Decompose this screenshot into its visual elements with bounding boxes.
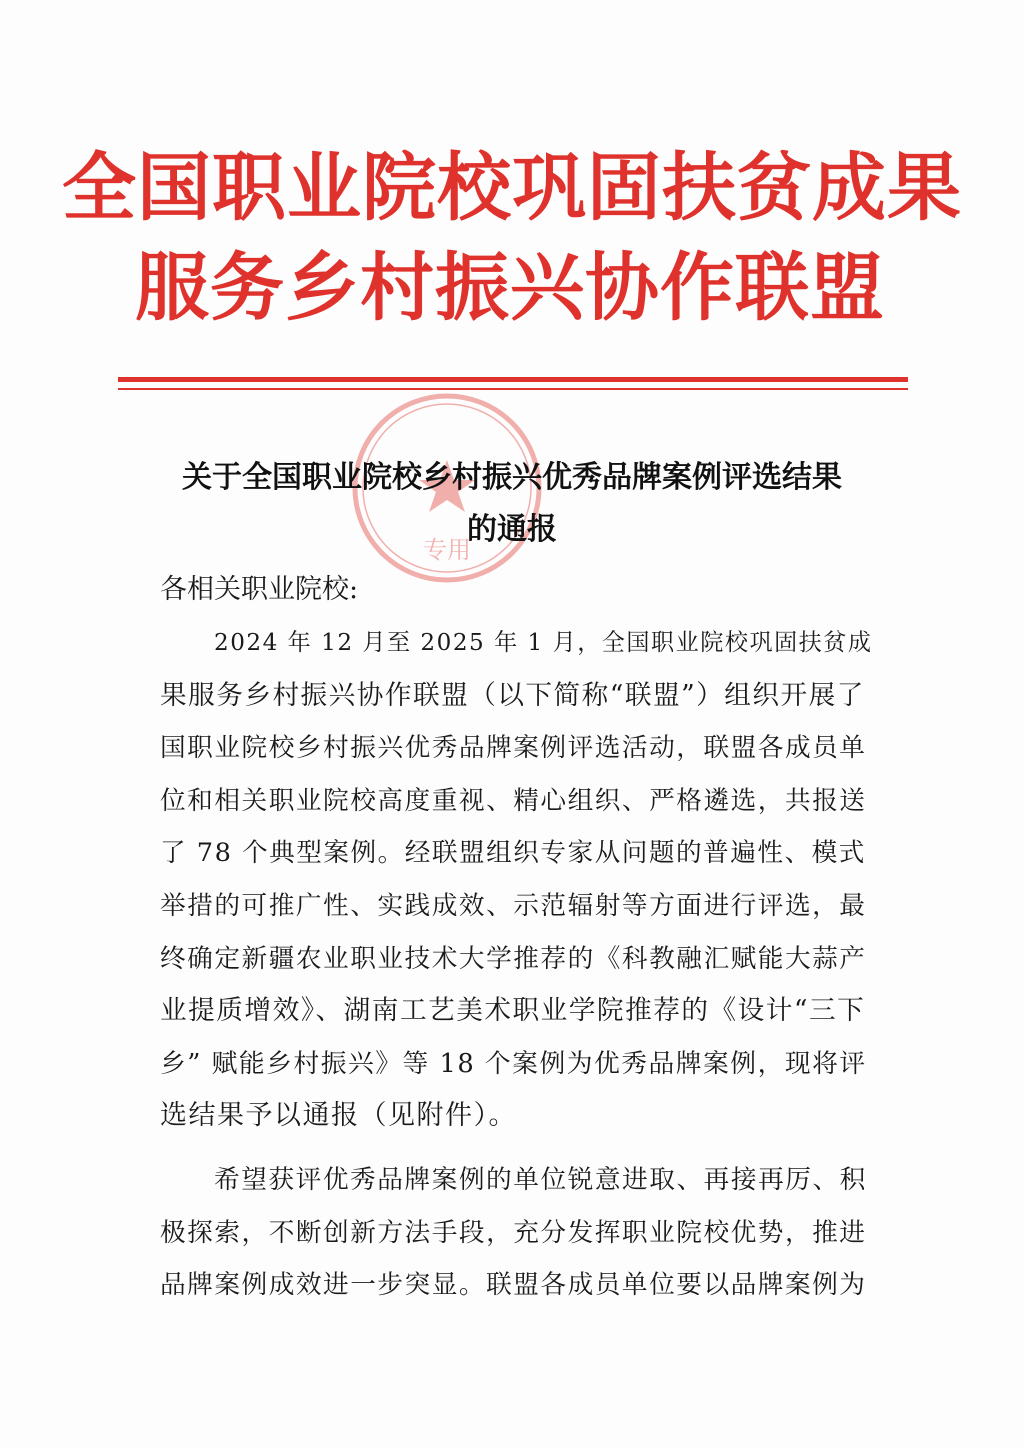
letterhead-line-2: 服务乡村振兴协作联盟 xyxy=(135,245,885,331)
seal-text: 专用 xyxy=(423,536,471,564)
letterhead-rule-thick xyxy=(118,377,908,382)
paragraph-line: 业提质增效》、湖南工艺美术职业学院推荐的《设计“三下 xyxy=(160,995,866,1027)
paragraph-line: 举措的可推广性、实践成效、示范辐射等方面进行评选，最 xyxy=(160,890,867,921)
document-title xyxy=(120,452,904,556)
paragraph-line: 终确定新疆农业职业技术大学推荐的《科教融汇赋能大蒜产 xyxy=(160,943,867,974)
paragraph-line: 希望获评优秀品牌案例的单位锐意进取、再接再厉、积 xyxy=(214,1165,867,1195)
paragraph-line: 果服务乡村振兴协作联盟（以下简称“联盟”）组织开展了 xyxy=(160,679,865,711)
body-paragraph-2 xyxy=(160,1154,872,1312)
paragraph-line: 品牌案例成效进一步突显。联盟各成员单位要以品牌案例为 xyxy=(160,1270,867,1301)
paragraph-line: 乡” 赋能乡村振兴》等 18 个案例为优秀品牌案例，现将评 xyxy=(160,1048,867,1079)
paragraph-line: 选结果予以通报（见附件）。 xyxy=(160,1100,517,1132)
paragraph-line: 国职业院校乡村振兴优秀品牌案例评选活动，联盟各成员单 xyxy=(160,733,867,764)
salutation: 各相关职业院校: xyxy=(160,574,359,605)
paragraph-line: 了 78 个典型案例。经联盟组织专家从问题的普遍性、模式 xyxy=(160,838,866,869)
paragraph-line: 位和相关职业院校高度重视、精心组织、严格遴选，共报送 xyxy=(160,785,867,816)
paragraph-line: 极探索，不断创新方法手段，充分发挥职业院校优势，推进 xyxy=(160,1217,867,1248)
document-title-line-2: 的通报 xyxy=(467,512,557,547)
document-title-line-1: 关于全国职业院校乡村振兴优秀品牌案例评选结果 xyxy=(182,460,842,495)
letterhead xyxy=(0,138,1024,338)
letterhead-line-1: 全国职业院校巩固扶贫成果 xyxy=(62,145,962,231)
body-paragraph-1 xyxy=(160,617,872,1143)
paragraph-line: 2024 年 12 月至 2025 年 1 月，全国职业院校巩固扶贫成 xyxy=(214,630,873,656)
